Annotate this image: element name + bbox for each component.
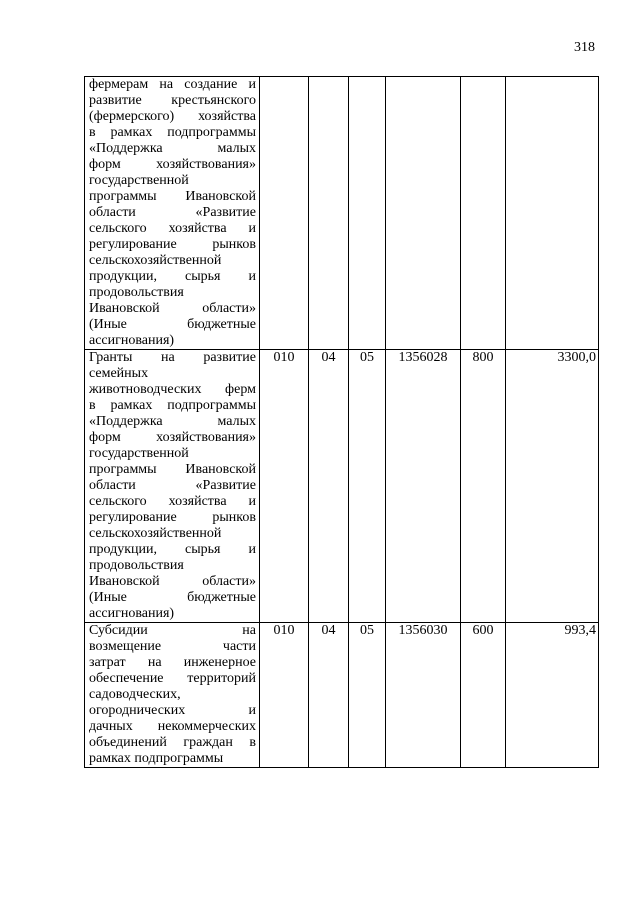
row-name-cell	[85, 350, 260, 623]
row-name-line: сельскохозяйственной	[89, 526, 222, 541]
row-name-line: сельскохозяйственной	[89, 253, 222, 268]
row-name-line: (фермерского) хозяйства	[89, 109, 256, 124]
row-name-line: программы Ивановской	[89, 189, 256, 204]
row-name-line: продовольствия	[89, 285, 184, 300]
row-name-line: возмещение части	[89, 639, 256, 654]
row-name-line: ассигнования)	[89, 606, 175, 621]
row-name-line: форм хозяйствования»	[89, 157, 256, 172]
table-row	[85, 623, 599, 768]
amount-cell: 993,4	[506, 623, 599, 768]
row-name-line: сельского хозяйства и	[89, 221, 256, 236]
row-name-cell	[85, 623, 260, 768]
row-name-line: «Поддержка малых	[89, 141, 256, 156]
row-name-line: (Иные бюджетные	[89, 590, 256, 605]
table-row	[85, 77, 599, 350]
row-name-line: Ивановской области»	[89, 574, 256, 589]
admin-code-cell	[260, 77, 309, 350]
row-name-line: регулирование рынков	[89, 237, 256, 252]
row-name-line: рамках подпрограммы	[89, 751, 224, 766]
target-code-cell: 1356030	[386, 623, 461, 768]
expense-type-cell: 800	[461, 350, 506, 623]
section-code-cell: 04	[309, 623, 349, 768]
row-name-line: дачных некоммерческих	[89, 719, 256, 734]
row-name-line: сельского хозяйства и	[89, 494, 256, 509]
row-name-line: в рамках подпрограммы	[89, 125, 256, 140]
row-name-line: огороднических и	[89, 703, 256, 718]
row-name-line: садоводческих,	[89, 687, 181, 702]
row-name-line: «Поддержка малых	[89, 414, 256, 429]
admin-code-cell: 010	[260, 350, 309, 623]
row-name-line: продукции, сырья и	[89, 269, 256, 284]
row-name-line: в рамках подпрограммы	[89, 398, 256, 413]
row-name-line: объединений граждан в	[89, 735, 256, 750]
expense-type-cell	[461, 77, 506, 350]
row-name-line: государственной	[89, 446, 189, 461]
row-name-line: развитие крестьянского	[89, 93, 256, 108]
page-number: 318	[574, 40, 595, 55]
row-name-line: продукции, сырья и	[89, 542, 256, 557]
row-name-line: программы Ивановской	[89, 462, 256, 477]
target-code-cell: 1356028	[386, 350, 461, 623]
row-name-line: продовольствия	[89, 558, 184, 573]
section-code-cell: 04	[309, 350, 349, 623]
amount-cell: 3300,0	[506, 350, 599, 623]
row-name-line: животноводческих ферм	[89, 382, 256, 397]
amount-cell	[506, 77, 599, 350]
admin-code-cell: 010	[260, 623, 309, 768]
subsection-code-cell: 05	[349, 350, 386, 623]
table-body	[85, 77, 599, 768]
row-name-line: семейных	[89, 366, 149, 381]
target-code-cell	[386, 77, 461, 350]
row-name-line: затрат на инженерное	[89, 655, 256, 670]
row-name-line: области «Развитие	[89, 478, 256, 493]
row-name-line: области «Развитие	[89, 205, 256, 220]
subsection-code-cell: 05	[349, 623, 386, 768]
row-name-line: обеспечение территорий	[89, 671, 256, 686]
expense-type-cell: 600	[461, 623, 506, 768]
row-name-line: регулирование рынков	[89, 510, 256, 525]
row-name-line: (Иные бюджетные	[89, 317, 256, 332]
section-code-cell	[309, 77, 349, 350]
row-name-cell	[85, 77, 260, 350]
row-name-line: ассигнования)	[89, 333, 175, 348]
row-name-line: государственной	[89, 173, 189, 188]
row-name-line: форм хозяйствования»	[89, 430, 256, 445]
row-name-line: Ивановской области»	[89, 301, 256, 316]
table-row	[85, 350, 599, 623]
row-name-line: фермерам на создание и	[89, 77, 256, 92]
row-name-line: Гранты на развитие	[89, 350, 256, 365]
subsection-code-cell	[349, 77, 386, 350]
budget-table	[84, 76, 599, 768]
row-name-line: Субсидии на	[89, 623, 256, 638]
